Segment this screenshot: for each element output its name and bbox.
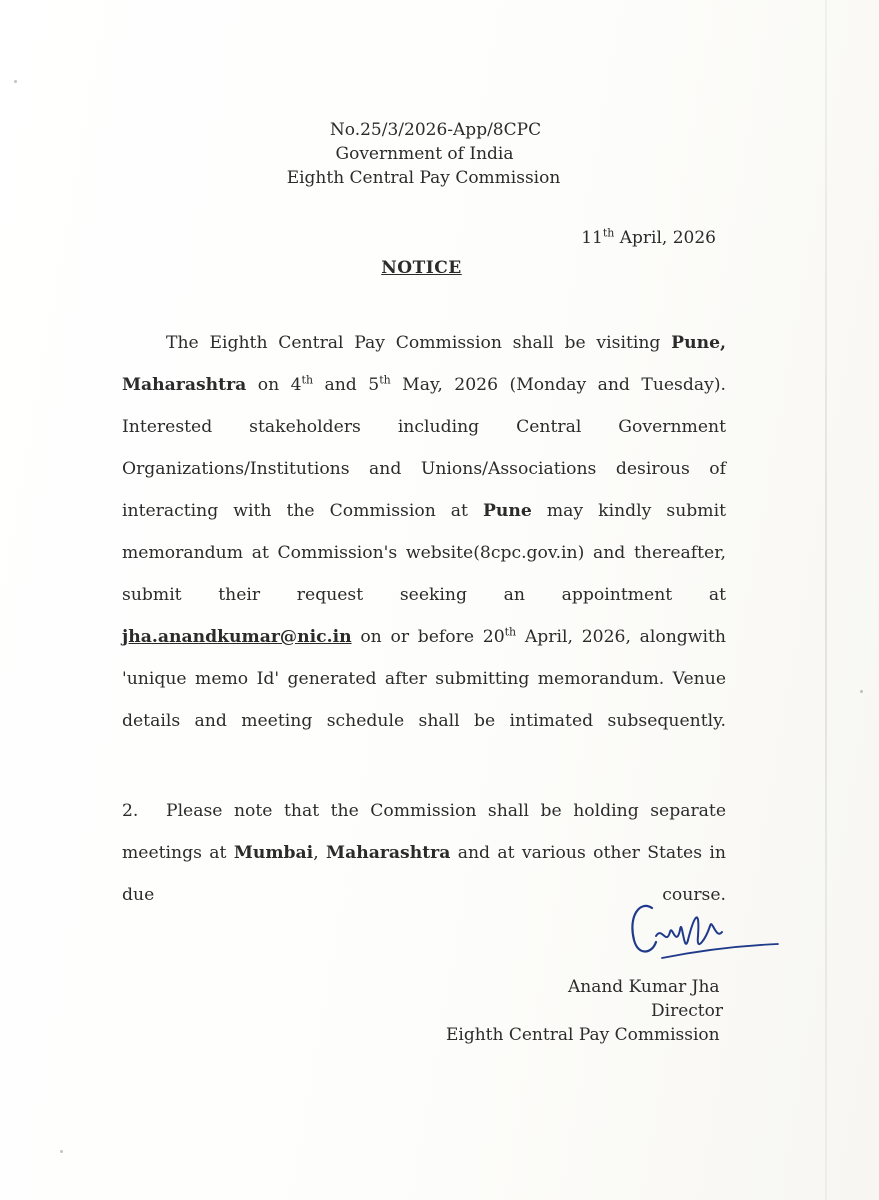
p1-city-2: Pune: [483, 501, 532, 521]
p1-text-7: April, 2026, alongwith 'unique memo Id' generated after submitting memorandum. Venue details and meeting schedule shall be intimated subsequently.: [122, 627, 726, 731]
paper-speck: [14, 80, 17, 83]
p2-text-1: Please note that the Commission shall be holding separate meetings at: [122, 801, 726, 863]
p2-city: Mumbai: [233, 843, 314, 863]
p1-city: Pune,: [671, 333, 726, 353]
paper-speck: [860, 690, 863, 693]
paragraph-number: 2.: [122, 801, 139, 821]
date-suffix: th: [602, 226, 615, 240]
p1-text-3: and 5: [313, 375, 380, 395]
handwritten-signature: [622, 896, 782, 968]
reference-number: No.25/3/2026-App/8CPC: [329, 120, 542, 140]
signatory-name: Anand Kumar Jha: [568, 977, 720, 997]
paper-speck: [60, 1150, 63, 1153]
p1-sup-2: th: [379, 373, 391, 387]
government-line: Government of India: [335, 144, 514, 164]
p1-text-5: may kindly submit memorandum at Commission's website(8cpc.gov.in) and thereafter, submit their request seeking an appointment at: [122, 501, 726, 605]
p2-state: Maharashtra: [326, 843, 451, 863]
notice-title: NOTICE: [381, 258, 462, 278]
notice-date: [581, 228, 716, 248]
p1-text-2: on 4: [246, 375, 302, 395]
p1-text-4: May, 2026 (Monday and Tuesday). Interested stakeholders including Central Government Organizations/Institutions and Unions/Associations desirous of interacting with the Commission at: [122, 375, 727, 521]
date-month-year: April, 2026: [619, 228, 716, 248]
p1-sup-3: th: [504, 625, 517, 639]
p1-sup-1: th: [301, 373, 314, 387]
email-link[interactable]: jha.anandkumar@nic.in: [122, 627, 352, 647]
p1-state: Maharashtra: [122, 375, 247, 395]
date-day: 11: [581, 228, 603, 248]
signatory-designation: Director: [651, 1001, 723, 1021]
p2-comma: ,: [313, 843, 327, 863]
p1-text-6: on or before 20: [351, 627, 505, 647]
signatory-organization: Eighth Central Pay Commission: [446, 1025, 720, 1045]
paragraph-1: [122, 322, 726, 742]
commission-line: Eighth Central Pay Commission: [286, 168, 561, 188]
p2-text-2: and at various other States in due course.: [122, 843, 726, 905]
p1-text-1: The Eighth Central Pay Commission shall be visiting: [166, 333, 672, 353]
